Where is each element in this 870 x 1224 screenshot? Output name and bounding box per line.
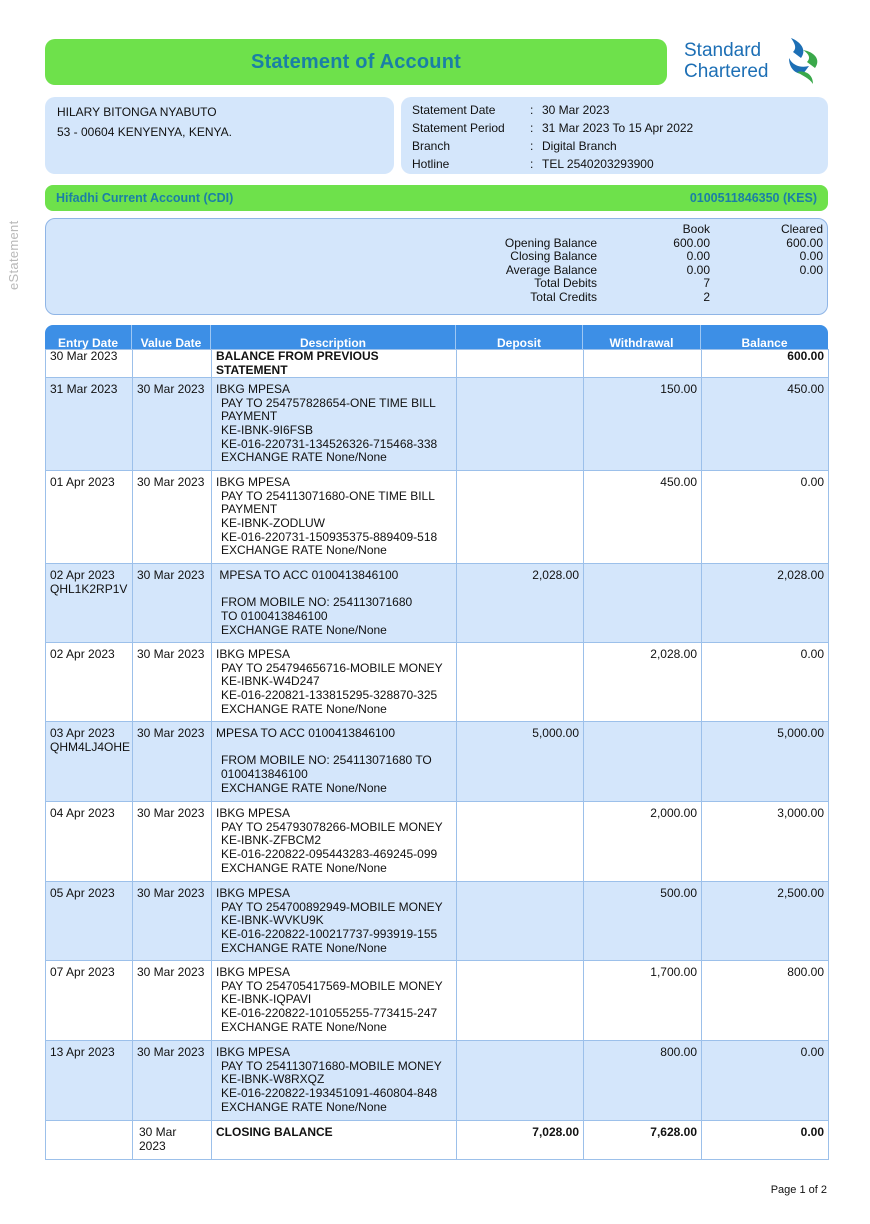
entry-date: 07 Apr 2023 xyxy=(46,961,133,1041)
branch-row: Branch : Digital Branch xyxy=(412,139,617,153)
value-date: 30 Mar 2023 xyxy=(133,1041,212,1121)
description-line xyxy=(216,583,452,597)
withdrawal: 800.00 xyxy=(584,1041,702,1121)
deposit xyxy=(457,471,584,564)
table-row xyxy=(46,961,829,1041)
balance: 0.00 xyxy=(702,643,829,722)
description-line: PAY TO 254757828654-ONE TIME BILL xyxy=(221,395,436,410)
description-title: IBKG MPESA xyxy=(216,647,291,662)
value-date: 30 Mar 2023 xyxy=(133,882,212,961)
balance: 5,000.00 xyxy=(702,722,829,802)
deposit xyxy=(457,802,584,882)
value-date: 30 Mar 2023 xyxy=(133,471,212,564)
deposit xyxy=(457,350,584,378)
value-date: 30 Mar 2023 xyxy=(133,802,212,882)
deposit xyxy=(457,378,584,471)
summary-book-value: 2 xyxy=(703,289,710,304)
description-line: EXCHANGE RATE None/None xyxy=(221,450,387,465)
value-date xyxy=(133,350,212,378)
description-line: PAY TO 254794656716-MOBILE MONEY xyxy=(221,660,443,675)
summary-label: Closing Balance xyxy=(510,249,597,264)
account-bar xyxy=(45,185,828,211)
description xyxy=(212,961,457,1041)
summary-cleared-value: 0.00 xyxy=(799,249,823,264)
description-line: KE-IBNK-9I6FSB xyxy=(221,422,314,437)
estatement-watermark: eStatement xyxy=(6,220,21,290)
description-title: IBKG MPESA xyxy=(216,382,291,397)
customer-address: 53 - 00604 KENYENYA, KENYA. xyxy=(57,125,232,139)
description-line: 0100413846100 xyxy=(221,766,308,781)
bank-name: Standard Chartered xyxy=(684,40,769,82)
withdrawal: 500.00 xyxy=(584,882,702,961)
description-title: IBKG MPESA xyxy=(216,1045,291,1060)
description-line: KE-IBNK-W4D247 xyxy=(221,674,320,689)
transactions-section xyxy=(45,325,828,1160)
description-line: KE-016-220822-101055255-773415-247 xyxy=(221,1005,438,1020)
description-line: PAY TO 254793078266-MOBILE MONEY xyxy=(221,819,443,834)
entry-date: 04 Apr 2023 xyxy=(46,802,133,882)
sc-logo-icon xyxy=(783,36,823,88)
table-row xyxy=(46,882,829,961)
col-deposit: Deposit xyxy=(456,325,583,349)
entry-date: 02 Apr 2023 QHL1K2RP1V xyxy=(46,564,133,643)
customer-name: HILARY BITONGA NYABUTO xyxy=(57,105,217,119)
entry-date xyxy=(46,1121,133,1160)
description: BALANCE FROM PREVIOUS STATEMENT xyxy=(212,350,457,378)
description xyxy=(212,564,457,643)
withdrawal: 150.00 xyxy=(584,378,702,471)
description-title: IBKG MPESA xyxy=(216,965,291,980)
page-title: Statement of Account xyxy=(251,50,461,73)
value-date: 30 Mar 2023 xyxy=(133,378,212,471)
summary-book-value: 0.00 xyxy=(686,249,710,264)
transactions-header xyxy=(45,325,828,349)
description-line: EXCHANGE RATE None/None xyxy=(221,701,387,716)
description-line: KE-IBNK-ZODLUW xyxy=(221,515,326,530)
description-line: KE-016-220822-095443283-469245-099 xyxy=(221,846,438,861)
balance: 800.00 xyxy=(702,961,829,1041)
description-line: KE-IBNK-W8RXQZ xyxy=(221,1072,325,1087)
description-line: PAYMENT xyxy=(221,502,278,517)
table-row xyxy=(46,564,829,643)
description-line: KE-016-220822-100217737-993919-155 xyxy=(221,926,438,941)
value-date: 30 Mar 2023 xyxy=(133,1121,212,1160)
account-number: 0100511846350 (KES) xyxy=(689,191,817,205)
withdrawal: 7,628.00 xyxy=(584,1121,702,1160)
col-withdrawal: Withdrawal xyxy=(583,325,701,349)
description xyxy=(212,882,457,961)
description-line: FROM MOBILE NO: 254113071680 TO xyxy=(221,753,432,768)
transactions-table xyxy=(45,349,829,1160)
summary-book-value: 600.00 xyxy=(673,235,710,250)
entry-date: 01 Apr 2023 xyxy=(46,471,133,564)
col-entry-date: Entry Date xyxy=(45,325,132,349)
balance-summary xyxy=(45,218,828,315)
balance: 2,028.00 xyxy=(702,564,829,643)
balance: 2,500.00 xyxy=(702,882,829,961)
deposit: 7,028.00 xyxy=(457,1121,584,1160)
description-line: KE-016-220731-134526326-715468-338 xyxy=(221,436,438,451)
description-line: PAY TO 254705417569-MOBILE MONEY xyxy=(221,978,443,993)
description xyxy=(212,471,457,564)
summary-book-header: Book xyxy=(682,222,710,236)
entry-date: 05 Apr 2023 xyxy=(46,882,133,961)
col-value-date: Value Date xyxy=(132,325,211,349)
deposit xyxy=(457,961,584,1041)
withdrawal: 2,028.00 xyxy=(584,643,702,722)
summary-cleared-header: Cleared xyxy=(780,222,823,236)
description-line: EXCHANGE RATE None/None xyxy=(221,543,387,558)
description-line: EXCHANGE RATE None/None xyxy=(221,860,387,875)
opening-balance-row xyxy=(46,350,829,378)
description-line: EXCHANGE RATE None/None xyxy=(221,780,387,795)
table-row xyxy=(46,1041,829,1121)
description xyxy=(212,1041,457,1121)
balance: 600.00 xyxy=(702,350,829,378)
description xyxy=(212,643,457,722)
entry-date: 13 Apr 2023 xyxy=(46,1041,133,1121)
withdrawal: 450.00 xyxy=(584,471,702,564)
value-date: 30 Mar 2023 xyxy=(133,722,212,802)
balance: 0.00 xyxy=(702,471,829,564)
description-line: KE-IBNK-WVKU9K xyxy=(221,913,324,928)
value-date: 30 Mar 2023 xyxy=(133,961,212,1041)
summary-cleared-value xyxy=(710,277,823,291)
entry-date: 31 Mar 2023 xyxy=(46,378,133,471)
description xyxy=(212,802,457,882)
summary-label: Opening Balance xyxy=(504,235,597,250)
entry-date: 02 Apr 2023 xyxy=(46,643,133,722)
balance: 0.00 xyxy=(702,1041,829,1121)
deposit: 5,000.00 xyxy=(457,722,584,802)
page-number: Page 1 of 2 xyxy=(770,1184,827,1196)
description-line: EXCHANGE RATE None/None xyxy=(221,622,387,637)
balance: 0.00 xyxy=(702,1121,829,1160)
withdrawal xyxy=(584,350,702,378)
summary-cleared-value: 0.00 xyxy=(799,262,823,277)
value-date: 30 Mar 2023 xyxy=(133,643,212,722)
description xyxy=(212,378,457,471)
summary-cleared-value xyxy=(710,291,823,305)
deposit xyxy=(457,643,584,722)
table-row xyxy=(46,722,829,802)
balance: 450.00 xyxy=(702,378,829,471)
balance: 3,000.00 xyxy=(702,802,829,882)
description-title: MPESA TO ACC 0100413846100 xyxy=(216,726,396,741)
description-line: KE-016-220821-133815295-328870-325 xyxy=(221,687,438,702)
statement-info xyxy=(401,97,828,174)
description-title: IBKG MPESA xyxy=(216,475,291,490)
summary-cleared-value: 600.00 xyxy=(786,235,823,250)
col-description: Description xyxy=(211,325,456,349)
account-name: Hifadhi Current Account (CDI) xyxy=(56,191,234,205)
description-line: PAYMENT xyxy=(221,409,278,424)
description-line: KE-IBNK-IQPAVI xyxy=(221,992,312,1007)
closing-balance-row xyxy=(46,1121,829,1160)
description-line xyxy=(216,741,452,755)
withdrawal xyxy=(584,564,702,643)
description: CLOSING BALANCE xyxy=(212,1121,457,1160)
withdrawal: 1,700.00 xyxy=(584,961,702,1041)
table-row xyxy=(46,802,829,882)
entry-date: 30 Mar 2023 xyxy=(46,350,133,378)
description xyxy=(212,722,457,802)
description-line: KE-IBNK-ZFBCM2 xyxy=(221,833,322,848)
description-line: KE-016-220822-193451091-460804-848 xyxy=(221,1085,438,1100)
deposit: 2,028.00 xyxy=(457,564,584,643)
table-row xyxy=(46,643,829,722)
description-line: EXCHANGE RATE None/None xyxy=(221,940,387,955)
deposit xyxy=(457,882,584,961)
col-balance: Balance xyxy=(741,336,788,350)
summary-table xyxy=(487,223,823,305)
description-line: PAY TO 254700892949-MOBILE MONEY xyxy=(221,899,443,914)
summary-book-value: 7 xyxy=(703,276,710,291)
entry-date: 03 Apr 2023 QHM4LJ4OHE xyxy=(46,722,133,802)
statement-period-row: Statement Period : 31 Mar 2023 To 15 Apr 2022 xyxy=(412,121,694,135)
description-line: EXCHANGE RATE None/None xyxy=(221,1019,387,1034)
withdrawal: 2,000.00 xyxy=(584,802,702,882)
table-row xyxy=(46,471,829,564)
bank-logo xyxy=(684,36,824,88)
summary-book-value: 0.00 xyxy=(686,262,710,277)
value-date: 30 Mar 2023 xyxy=(133,564,212,643)
description-title: IBKG MPESA xyxy=(216,806,291,821)
description-line: PAY TO 254113071680-ONE TIME BILL xyxy=(221,488,435,503)
table-row xyxy=(46,378,829,471)
summary-label: Average Balance xyxy=(505,262,597,277)
deposit xyxy=(457,1041,584,1121)
description-title: IBKG MPESA xyxy=(216,886,291,901)
description-line: FROM MOBILE NO: 254113071680 xyxy=(221,595,413,610)
statement-title-bar xyxy=(45,39,667,85)
description-line: KE-016-220731-150935375-889409-518 xyxy=(221,529,438,544)
hotline-row: Hotline : TEL 2540203293900 xyxy=(412,157,654,171)
summary-label: Total Debits xyxy=(534,276,597,291)
summary-label: Total Credits xyxy=(530,289,597,304)
description-line: EXCHANGE RATE None/None xyxy=(221,1099,387,1114)
description-title: MPESA TO ACC 0100413846100 xyxy=(216,568,399,583)
customer-info xyxy=(45,97,394,174)
description-line: TO 0100413846100 xyxy=(221,608,328,623)
withdrawal xyxy=(584,722,702,802)
statement-date-row: Statement Date : 30 Mar 2023 xyxy=(412,103,610,117)
description-line: PAY TO 254113071680-MOBILE MONEY xyxy=(221,1058,442,1073)
